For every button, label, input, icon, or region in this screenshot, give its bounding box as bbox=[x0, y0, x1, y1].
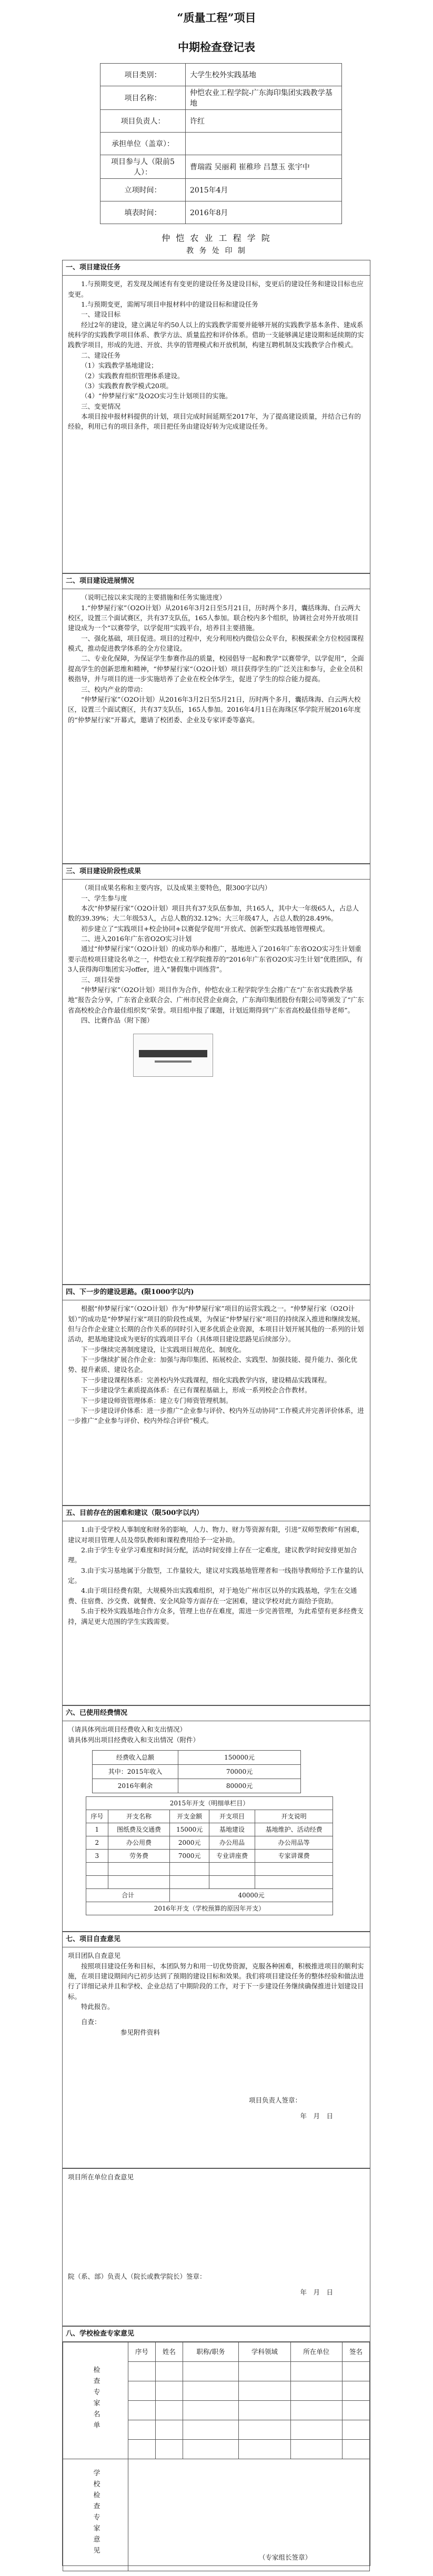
self-check-label: 自查： bbox=[81, 2018, 101, 2026]
section-experts bbox=[62, 2326, 370, 2566]
funding-value: 80000元 bbox=[178, 1779, 301, 1793]
info-row bbox=[100, 86, 342, 110]
competition-photo bbox=[133, 1034, 213, 1077]
paragraph: 4.由于项目经费有限，大规模外出实践难组织，对于地处广州市区以外的实践基地，学生在交通费、住宿费、沙交费、就餐费、安全风险等方面存在一定困难，建议学校对此方面给予资助。 bbox=[68, 1587, 357, 1605]
paragraph: 本次“仲梦屋行家”（O2O计划）项目共有37支队伍参加，共165人，其中大一年级65人，占总人数的39.39%；大二年级53人，占总人数的32.12%；大三年级47人，占总人数的28.49%。 bbox=[68, 904, 359, 923]
paragraph: 3.由于实习基地属于分散型，工作量较大，建议对实践基地管理者和一线指导教师给予工作量的认定。 bbox=[68, 1566, 364, 1585]
info-label: 项目类别： bbox=[100, 64, 186, 86]
paragraph: 二、进入2016年广东省O2O实习计划 bbox=[81, 935, 192, 943]
section-self-check bbox=[62, 1932, 370, 2168]
paragraph: （说明已按以来实现的主要措施和任务实施进度） bbox=[81, 593, 226, 602]
title-line-1: “质量工程”项目 bbox=[177, 11, 256, 24]
paragraph: 1.与预期变更，若发现及阐述有有变更的建设任务及建设目标，变更后的建设任务和建设目标也应变更。 bbox=[68, 280, 364, 298]
section-results bbox=[62, 864, 370, 1285]
funding-total-label: 合计 bbox=[86, 1888, 170, 1902]
experts-header-cell: 签名 bbox=[342, 2342, 369, 2362]
funding-row bbox=[86, 1836, 333, 1849]
paragraph: （项目成果名称和主要内容，以及成果主要特色，限300字以内） bbox=[81, 884, 271, 892]
paragraph: 下一步建设学生素质提高体系：在已有课程基础上，形成一系列校企合作教材。 bbox=[81, 1386, 311, 1395]
info-row bbox=[100, 133, 342, 155]
print-department: 教 务 处 印 制 bbox=[186, 247, 247, 255]
experts-header-cell: 学科领域 bbox=[239, 2342, 290, 2362]
funding-row bbox=[86, 1823, 333, 1836]
section-body bbox=[63, 1521, 370, 1631]
paragraph: 1.由于受学校人事制度和财务的影响，人力、物力、财力等资源有限，引进“双师型教师”有困难，建议对项目管理人员及带队教师和课程费用给予一定补助。 bbox=[68, 1526, 364, 1544]
funding-header-cell: 开支名称 bbox=[108, 1810, 170, 1823]
paragraph: （3）实践教育教学模式20项。 bbox=[81, 381, 173, 390]
funding-footer-row bbox=[86, 1902, 333, 1915]
section-body bbox=[63, 276, 370, 436]
section-difficulties bbox=[62, 1506, 370, 1705]
funding-cell: 图纸费及交通费 bbox=[108, 1823, 170, 1836]
info-value: 2016年8月 bbox=[186, 201, 342, 224]
paragraph: 三、变更情况 bbox=[81, 402, 121, 410]
paragraph: 二、专业化保障，为保证学生参赛作品的质量，校园倡导一起和教学“以赛带学，以学促用”，全面提高学生的创新思维和精神，“仲梦屋行家“（O2O计划）项目获得学生的广泛关注和参与，企业全员积极指导，并与项目的进一步实施培养了企业在校全体学生，促进了学生的综合能力提高。 bbox=[68, 654, 364, 683]
paragraph: 通过“仲梦屋行家”（O2O计划）的成功举办和推广，基地进入了2016年广东省O2O实习生计划重要示范校项目建设名单之一，仲恺农业工程学院推荐的“2016年广东省O2O实习生计划”优胜团队，有3人获得海印集团实习offer，进入“暑假集中训练营”。 bbox=[68, 945, 363, 974]
paragraph: （2）实践教育组织管理体系建设。 bbox=[81, 371, 184, 380]
funding-detail-table bbox=[86, 1796, 333, 1915]
paragraph: 下一步建设评价体系：进一步推广“企业参与评价、校内外互动协同”工作模式并完善评价体系，进一步推广“企业参与评价、校内外综合评价”模式。 bbox=[68, 1406, 364, 1425]
paragraph: 一、建设目标 bbox=[81, 310, 121, 319]
expert-leader-signature: （专家组长签章） bbox=[258, 2553, 311, 2561]
info-row bbox=[100, 179, 342, 201]
funding-label: 2016年剩余 bbox=[93, 1779, 178, 1793]
info-label: 项目名称： bbox=[100, 86, 186, 110]
unit-opinion-title: 项目所在单位自查意见 bbox=[68, 2173, 134, 2181]
experts-list-label bbox=[63, 2342, 128, 2459]
paragraph: 经过2年的建设，建立满足年约50人以上的实践教学需要并能够开展的实践教学基本条件、建成系统科学的实践教学项目体系、教学方法、质量监控和评价体系。借助一支能够满足建设期和延续期的实践教学项目，形成的先进、开放、共享的管理模式和开放机制，构建互聘机制及实践教学合作模式。 bbox=[68, 320, 364, 349]
paragraph: 2.由于学生专业学习难度和时间分配，活动时间安排上存在一定难度，建议教学时间安排更加合理。 bbox=[68, 1545, 357, 1564]
info-value: 大学生校外实践基地 bbox=[186, 64, 342, 86]
info-row bbox=[100, 201, 342, 224]
paragraph: 5.由于校外实践基地合作方众多，管理上也存在难度，需进一步完善管理，为此希望有更多经费支持，满足更大范围的学生实践需要。 bbox=[68, 1607, 364, 1625]
funding-cell: 基地维护、活动经费 bbox=[255, 1823, 333, 1836]
funding-year-title: 2015年开支（明细单栏目） bbox=[86, 1796, 333, 1810]
info-row bbox=[100, 64, 342, 86]
unit-signature: 院（系、部）负责人（院长或教学院长）签章： bbox=[68, 2272, 206, 2281]
funding-blank-row bbox=[86, 1862, 333, 1875]
section-body bbox=[63, 1300, 370, 1430]
funding-cell: 7000元 bbox=[170, 1849, 209, 1862]
experts-opinion-label bbox=[63, 2459, 128, 2571]
paragraph: 根据“仲梦屋行家”（O2O计划）作为“仲梦屋行家”项目的运营实践之一。“仲梦屋行家（O2O计划）”的成功是“仲梦屋行家”项目的阶段性成果，为保证“仲梦屋行家”项目的持续深入推进和继续发展。但与合作企业建立长期的合作关系的同时引入更多优质企业资源，本项目计划开展其他的一系列的计划活动，把基地建设成为更好的实践项目平台（具体项目建设思路见后续部分）。 bbox=[68, 1305, 365, 1343]
vertical-label: 学校检查专家意见 bbox=[92, 2469, 100, 2558]
funding-cell: 专业讲座费 bbox=[209, 1849, 255, 1862]
funding-summary-row bbox=[93, 1750, 301, 1764]
paragraph: 下一步建设师资管理体系：建立专门师资管理机制。 bbox=[81, 1396, 233, 1405]
paragraph: 四、比赛作品（附下图） bbox=[81, 1016, 154, 1025]
funding-summary-row bbox=[93, 1764, 301, 1779]
section-title: 一、项目建设任务 bbox=[63, 260, 370, 276]
funding-year-row bbox=[86, 1796, 333, 1810]
university-name: 仲 恺 农 业 工 程 学 院 bbox=[162, 233, 271, 243]
funding-label: 经费收入总额 bbox=[93, 1750, 178, 1764]
funding-cell: 劳务费 bbox=[108, 1849, 170, 1862]
info-label: 项目参与人（限前5人）： bbox=[100, 155, 186, 179]
funding-header-cell: 开支项目 bbox=[209, 1810, 255, 1823]
funding-cell: 3 bbox=[86, 1849, 108, 1862]
experts-header-cell: 所在单位 bbox=[290, 2342, 342, 2362]
info-value: 曹瑞霞 吴丽莉 崔稚珍 吕慧玉 张宇中 bbox=[186, 155, 342, 179]
paragraph: 二、建设任务 bbox=[81, 351, 121, 359]
funding-summary-row bbox=[93, 1779, 301, 1793]
info-value: 2015年4月 bbox=[186, 179, 342, 201]
funding-footer: 2016年开支（学校预算的原因年开支） bbox=[86, 1902, 333, 1915]
experts-opinion-cell bbox=[128, 2459, 369, 2571]
title-line-2: 中期检查登记表 bbox=[178, 41, 255, 54]
section-title: 八、学校检查专家意见 bbox=[63, 2327, 370, 2342]
info-label: 填表时间： bbox=[100, 201, 186, 224]
section-body bbox=[63, 880, 370, 1029]
funding-cell: 2 bbox=[86, 1836, 108, 1849]
section-next-steps bbox=[62, 1285, 370, 1506]
info-value: 许红 bbox=[186, 110, 342, 133]
self-check-closing: 特此报告。 bbox=[81, 2003, 114, 2011]
section-title: 五、目前存在的困难和建议（限500字以内） bbox=[63, 1506, 370, 1521]
paragraph: “仲梦屋行家”（O2O计划）从2016年3月2日至5月21日，历时两个多月，囊括珠海、白云两大校区，设置三个面试赛区，共有37支队伍，165人参加。2016年4月1日在海珠区华学院开展2016年度的“仲梦屋行家”开幕式，邀请了校团委、企业及专家评委等嘉宾。 bbox=[68, 695, 361, 724]
unit-signature-date: 年 月 日 bbox=[300, 2288, 333, 2296]
paragraph: 下一步建设课程体系：完善校内外实践课程，细化实践教学内容，建设精品实践课程。 bbox=[81, 1376, 331, 1384]
paragraph: 本项目按申报材料提供的计划，项目完成时间延期至2017年，为了提高建设质量，并结合已有的经验，利用已有的项目条件，项目把任务由建设好转为完成建设任务。 bbox=[68, 412, 361, 431]
funding-note-1: （请具体列出项目经费收入和支出情况） bbox=[68, 1725, 187, 1734]
info-value: 仲恺农业工程学院-广东海印集团实践教学基地 bbox=[186, 86, 342, 110]
paragraph: 初步建立了“实践项目+校企协同+以赛促学促用”开放式、创新型实践基地管理模式。 bbox=[81, 924, 329, 933]
info-value bbox=[186, 133, 342, 155]
funding-blank-row bbox=[86, 1875, 333, 1888]
funding-summary-table bbox=[92, 1750, 301, 1793]
paragraph: （4）“仲梦屋行家”及O2O实习生计划项目的实施。 bbox=[81, 392, 232, 400]
paragraph: “仲梦屋行家”（O2O计划）项目作为合作，仲恺农业工程学院学生会推广在“广东省实践教学基地”报告会分享，广东省企业联合会、广州市民营企业商会，广东海印集团股份有限公司等颁发了“广东省高校校企合作最佳组织奖”荣誉。项目组申报了课题，计划近期得到“广东省高校最佳指导老师”。 bbox=[68, 985, 364, 1014]
funding-row bbox=[86, 1849, 333, 1862]
paragraph: 1.“仲梦屋行家”（O2O计划）从2016年3月2日至5月21日，历时两个多月，囊括珠海、白云两大校区，设置三个面试赛区，共有37支队伍，165人参加。联合校内多个组织，协调社会对外开放项目建设成为一个“以赛带学，以学促用”实践平台，培养目主要措施。 bbox=[68, 603, 360, 632]
experts-header-cell: 序号 bbox=[128, 2342, 155, 2362]
self-check-attachment: 参见附件资料 bbox=[120, 2028, 160, 2036]
section-body bbox=[63, 589, 370, 729]
experts-opinion-row bbox=[63, 2459, 370, 2571]
section-title: 六、已使用经费情况 bbox=[63, 1706, 370, 1721]
funding-cell: 办公用费 bbox=[108, 1836, 170, 1849]
section-unit-opinion bbox=[62, 2168, 370, 2326]
section-tasks bbox=[62, 260, 370, 573]
experts-header-cell: 姓名 bbox=[155, 2342, 183, 2362]
funding-total-row bbox=[86, 1888, 333, 1902]
funding-value: 70000元 bbox=[178, 1764, 301, 1779]
paragraph: 三、校内产业的带动： bbox=[81, 685, 147, 693]
info-label: 项目负责人： bbox=[100, 110, 186, 133]
section-title: 七、项目自查意见 bbox=[63, 1932, 370, 1947]
paragraph: 一、学生参与度 bbox=[81, 894, 127, 902]
paragraph: 1.与预期变更，需阐写项目申报材料中的建设目标和建设任务 bbox=[81, 300, 258, 308]
section-title: 三、项目建设阶段性成果 bbox=[63, 864, 370, 880]
funding-header-cell: 开支说明 bbox=[255, 1810, 333, 1823]
funding-cell: 办公用品等 bbox=[255, 1836, 333, 1849]
funding-total-value: 40000元 bbox=[170, 1888, 333, 1902]
info-label: 立项时间： bbox=[100, 179, 186, 201]
section-funding bbox=[62, 1705, 370, 1932]
paragraph: 一、强化基础，项目促进。项目的过程中，充分利用校内微信公众平台，积极探索全方位校园课程模式，推动促进教学体系的全方位建设。 bbox=[68, 634, 364, 653]
funding-header-cell: 开支金额 bbox=[170, 1810, 209, 1823]
info-row bbox=[100, 155, 342, 179]
paragraph: 下一步继续完善制度建设，让实践项目规范化、制度化。 bbox=[81, 1345, 246, 1353]
funding-cell: 专家讲课费 bbox=[255, 1849, 333, 1862]
funding-label: 其中：2015年收入 bbox=[93, 1764, 178, 1779]
experts-header-row bbox=[63, 2342, 370, 2362]
funding-note-2: 请具体列出项目经费收入和支出情况（附件） bbox=[68, 1735, 200, 1744]
funding-cell: 1 bbox=[86, 1823, 108, 1836]
signature-date: 年 月 日 bbox=[300, 2112, 333, 2120]
experts-header-cell: 职称/职务 bbox=[183, 2342, 238, 2362]
funding-header-cell: 序号 bbox=[86, 1810, 108, 1823]
section-progress bbox=[62, 573, 370, 864]
section-title: 二、项目建设进展情况 bbox=[63, 574, 370, 589]
info-label: 承担单位（盖章）： bbox=[100, 133, 186, 155]
funding-value: 150000元 bbox=[178, 1750, 301, 1764]
funding-cell: 办公用品 bbox=[209, 1836, 255, 1849]
info-table bbox=[100, 63, 342, 224]
self-check-heading: 项目团队自查意见 bbox=[68, 1952, 121, 1960]
funding-cell: 2000元 bbox=[170, 1836, 209, 1849]
self-check-text: 按照项目建设任务和目标，本团队努力和用一切优势资源，克服各种困难，积极推进项目的顺利实施，在项目建设期间内已初步达到了预期的建设目标和效果。我们将项目建设任务的整体经验和做法进行了详细记录并且和学校、企业总结了中期阶段的工作，对于下一步建设任务继续确保推进计划建设目标。 bbox=[68, 1962, 364, 2001]
funding-cell: 基地建设 bbox=[209, 1823, 255, 1836]
leader-signature: 项目负责人签章： bbox=[248, 2096, 301, 2105]
vertical-label: 检查专家名单 bbox=[92, 2366, 100, 2432]
funding-cell: 15000元 bbox=[170, 1823, 209, 1836]
experts-table bbox=[63, 2342, 370, 2571]
info-row bbox=[100, 110, 342, 133]
paragraph: （1）实践教学基地建设； bbox=[81, 361, 158, 370]
section-title: 四、下一步的建设思路。(限1000字以内) bbox=[63, 1285, 370, 1300]
paragraph: 三、项目荣誉 bbox=[81, 975, 121, 984]
funding-header-row bbox=[86, 1810, 333, 1823]
paragraph: 下一步继续扩展合作企业：加强与海印集团、拓展校企、实践型、加强技能、提升能力、强化优势、提升素质、建设名企。 bbox=[68, 1356, 358, 1374]
